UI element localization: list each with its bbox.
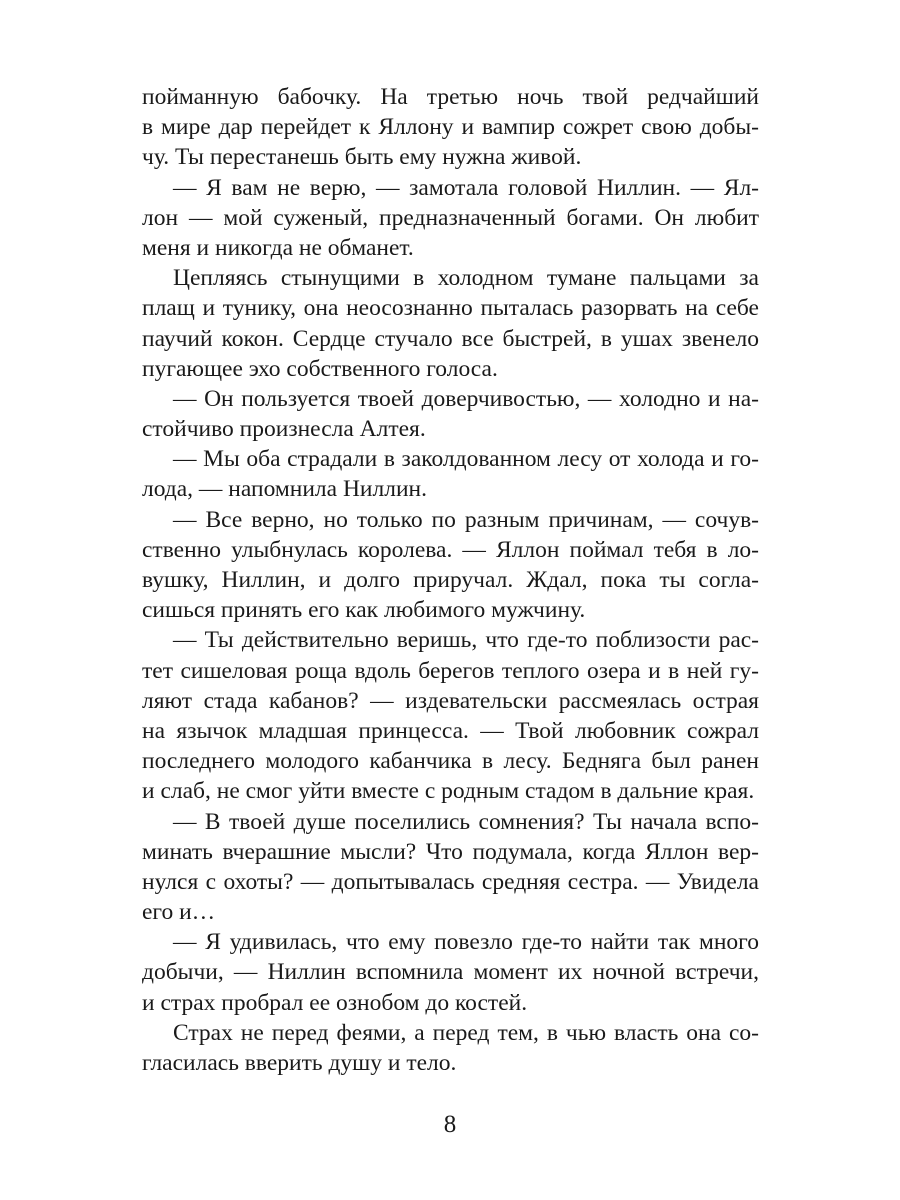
text-line: ственно улыбнулась королева. — Яллон поймал тебя в ло- [142, 536, 759, 563]
text-line: в мире дар перейдет к Яллону и вампир сожрет свою добы- [142, 114, 759, 141]
text-line: — Ты действительно веришь, что где-то поблизости рас- [173, 627, 759, 654]
text-line: лон — мой суженый, предназначенный богами. Он любит [142, 204, 759, 231]
text-line: — Он пользуется твоей доверчивостью, — холодно и на- [173, 385, 759, 412]
text-line: Цепляясь стынущими в холодном тумане пальцами за [173, 265, 759, 292]
text-line: его и… [142, 899, 216, 926]
text-line: последнего молодого кабанчика в лесу. Бедняга был ранен [142, 748, 759, 775]
paragraph [142, 625, 759, 806]
text-line: ляют стада кабанов? — издевательски рассмеялась острая [142, 687, 759, 714]
text-line: пугающее эхо собственного голоса. [142, 355, 498, 382]
paragraph [142, 1018, 759, 1078]
paragraph [142, 263, 759, 384]
paragraph [142, 384, 759, 444]
text-line: плащ и тунику, она неосознанно пыталась разорвать на себе [142, 295, 759, 322]
text-line: стойчиво произнесла Алтея. [142, 416, 426, 443]
text-line: — Я вам не верю, — замотала головой Ниллин. — Ял- [173, 174, 759, 201]
paragraph [142, 82, 759, 173]
text-line: — Я удивилась, что ему повезло где-то найти так много [173, 929, 759, 956]
paragraph [142, 927, 759, 1018]
text-line: — В твоей душе поселились сомнения? Ты начала вспо- [173, 808, 759, 835]
text-line: лода, — напомнила Ниллин. [142, 476, 427, 503]
text-line: сишься принять его как любимого мужчину. [142, 597, 586, 624]
text-line: нулся с охоты? — допытывалась средняя сестра. — Увидела [142, 868, 759, 895]
paragraph [142, 505, 759, 626]
text-line: вушку, Ниллин, и долго приручал. Ждал, пока ты согла- [142, 567, 759, 593]
text-line: пойманную бабочку. На третью ночь твой редчайший [142, 84, 759, 110]
text-line: и страх пробрал ее ознобом до костей. [142, 989, 528, 1016]
text-line: — Все верно, но только по разным причинам, — сочув- [173, 506, 759, 533]
paragraph [142, 444, 759, 504]
text-line: — Мы оба страдали в заколдованном лесу от холода и го- [173, 446, 759, 473]
text-line: чу. Ты перестанешь быть ему нужна живой. [142, 144, 582, 171]
text-line: минать вчерашние мысли? Что подумала, когда Яллон вер- [142, 838, 759, 865]
paragraph [142, 807, 759, 928]
text-line: Страх не перед феями, а перед тем, в чью власть она со- [173, 1019, 759, 1046]
text-line: тет сишеловая роща вдоль берегов теплого озера и в ней гу- [142, 657, 759, 684]
text-line: на язычок младшая принцесса. — Твой любовник сожрал [142, 717, 759, 744]
page-number: 8 [443, 1111, 457, 1138]
text-line: и слаб, не смог уйти вместе с родным стадом в дальние края. [142, 778, 755, 805]
text-line: паучий кокон. Сердце стучало все быстрей, в ушах звенело [142, 325, 759, 352]
text-line: гласилась вверить душу и тело. [142, 1050, 457, 1076]
text-line: добычи, — Ниллин вспомнила момент их ночной встречи, [142, 959, 759, 986]
text-line: меня и никогда не обманет. [142, 234, 414, 261]
paragraph [142, 173, 759, 264]
page-body [142, 82, 759, 1078]
